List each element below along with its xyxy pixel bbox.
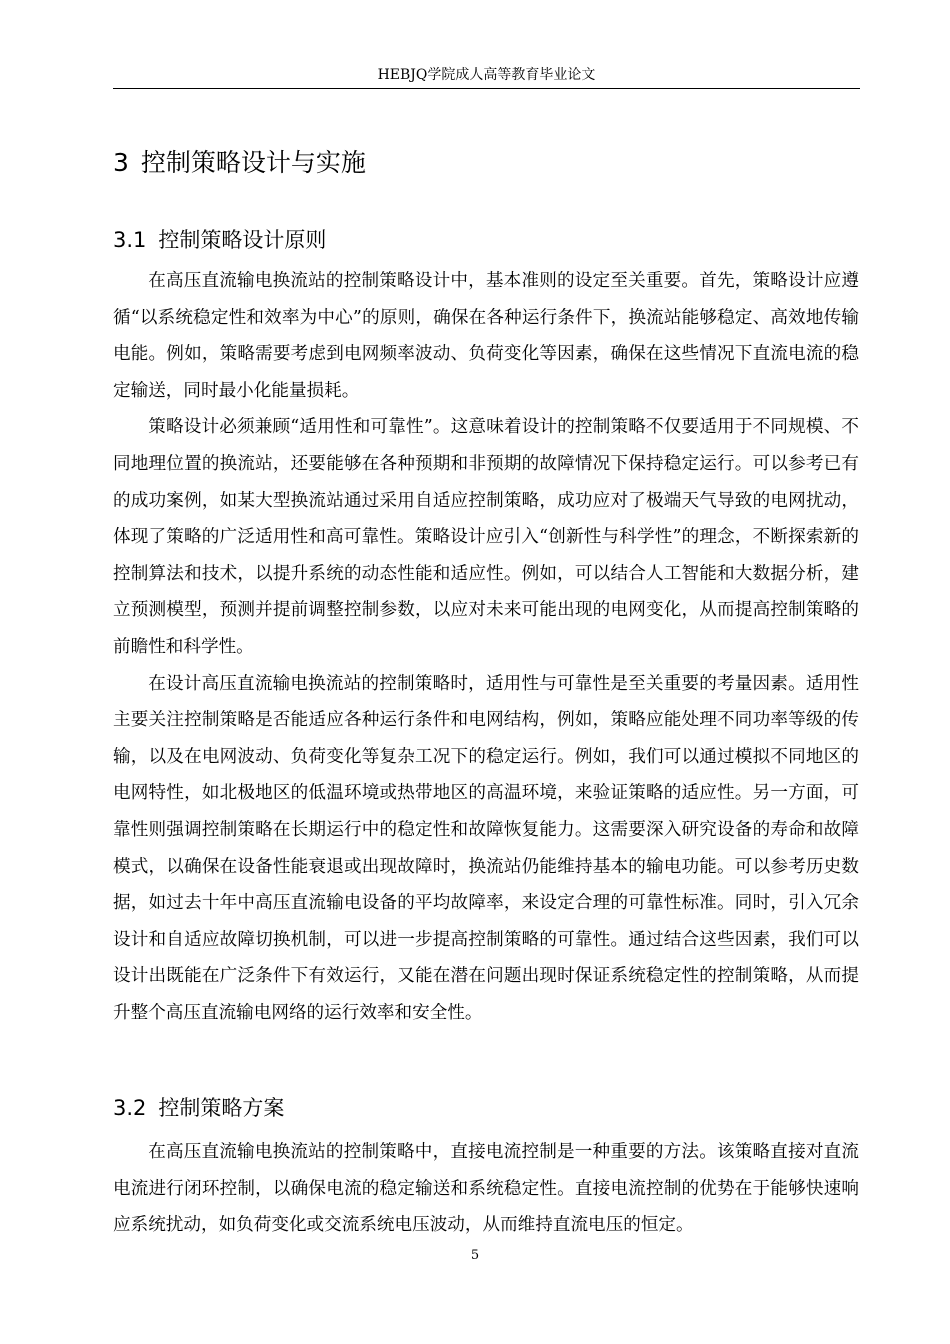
chapter-number: 3 [113, 148, 129, 177]
page-number: 5 [470, 1248, 480, 1263]
header-rule [113, 88, 860, 89]
section-heading-3-1 [113, 222, 326, 258]
paragraph: 在设计高压直流输电换流站的控制策略时，适用性与可靠性是至关重要的考量因素。适用性主要关注控制策略是否能适应各种运行条件和电网结构，例如，策略应能处理不同功率等级的传输，以及在电网波动、负荷变化等复杂工况下的稳定运行。例如，我们可以通过模拟不同地区的电网特性，如北极地区的低温环境或热带地区的高温环境，来验证策略的适应性。另一方面，可靠性则强调控制策略在长期运行中的稳定性和故障恢复能力。这需要深入研究设备的寿命和故障模式，以确保在设备性能衰退或出现故障时，换流站仍能维持基本的输电功能。可以参考历史数据，如过去十年中高压直流输电设备的平均故障率，来设定合理的可靠性标准。同时，引入冗余设计和自适应故障切换机制，可以进一步提高控制策略的可靠性。通过结合这些因素，我们可以设计出既能在广泛条件下有效运行，又能在潜在问题出现时保证系统稳定性的控制策略，从而提升整个高压直流输电网络的运行效率和安全性。 [113, 673, 859, 1023]
section-3-1-body [113, 263, 859, 1031]
section-heading-3-2 [113, 1090, 284, 1126]
page-header: HEBJQ学院成人高等教育毕业论文 [377, 67, 596, 83]
section-3-2-body [113, 1134, 859, 1244]
section-title-text: 控制策略设计原则 [158, 228, 327, 252]
paragraph: 在高压直流输电换流站的控制策略设计中，基本准则的设定至关重要。首先，策略设计应遵循“以系统稳定性和效率为中心”的原则，确保在各种运行条件下，换流站能够稳定、高效地传输电能。例如，策略需要考虑到电网频率波动、负荷变化等因素，确保在这些情况下直流电流的稳定输送，同时最小化能量损耗。 [113, 271, 859, 401]
chapter-title-text: 控制策略设计与实施 [140, 148, 366, 177]
section-number: 3.1 [113, 228, 147, 252]
section-number: 3.2 [113, 1096, 147, 1120]
section-title-text: 控制策略方案 [158, 1096, 285, 1120]
paragraph: 策略设计必须兼顾“适用性和可靠性”。这意味着设计的控制策略不仅要适用于不同规模、不同地理位置的换流站，还要能够在各种预期和非预期的故障情况下保持稳定运行。可以参考已有的成功案例，如某大型换流站通过采用自适应控制策略，成功应对了极端天气导致的电网扰动，体现了策略的广泛适用性和高可靠性。策略设计应引入“创新性与科学性”的理念，不断探索新的控制算法和技术，以提升系统的动态性能和适应性。例如，可以结合人工智能和大数据分析，建立预测模型，预测并提前调整控制参数，以应对未来可能出现的电网变化，从而提高控制策略的前瞻性和科学性。 [113, 417, 859, 657]
chapter-title [113, 143, 366, 183]
paragraph: 在高压直流输电换流站的控制策略中，直接电流控制是一种重要的方法。该策略直接对直流电流进行闭环控制，以确保电流的稳定输送和系统稳定性。直接电流控制的优势在于能够快速响应系统扰动，如负荷变化或交流系统电压波动，从而维持直流电压的恒定。 [113, 1142, 859, 1236]
